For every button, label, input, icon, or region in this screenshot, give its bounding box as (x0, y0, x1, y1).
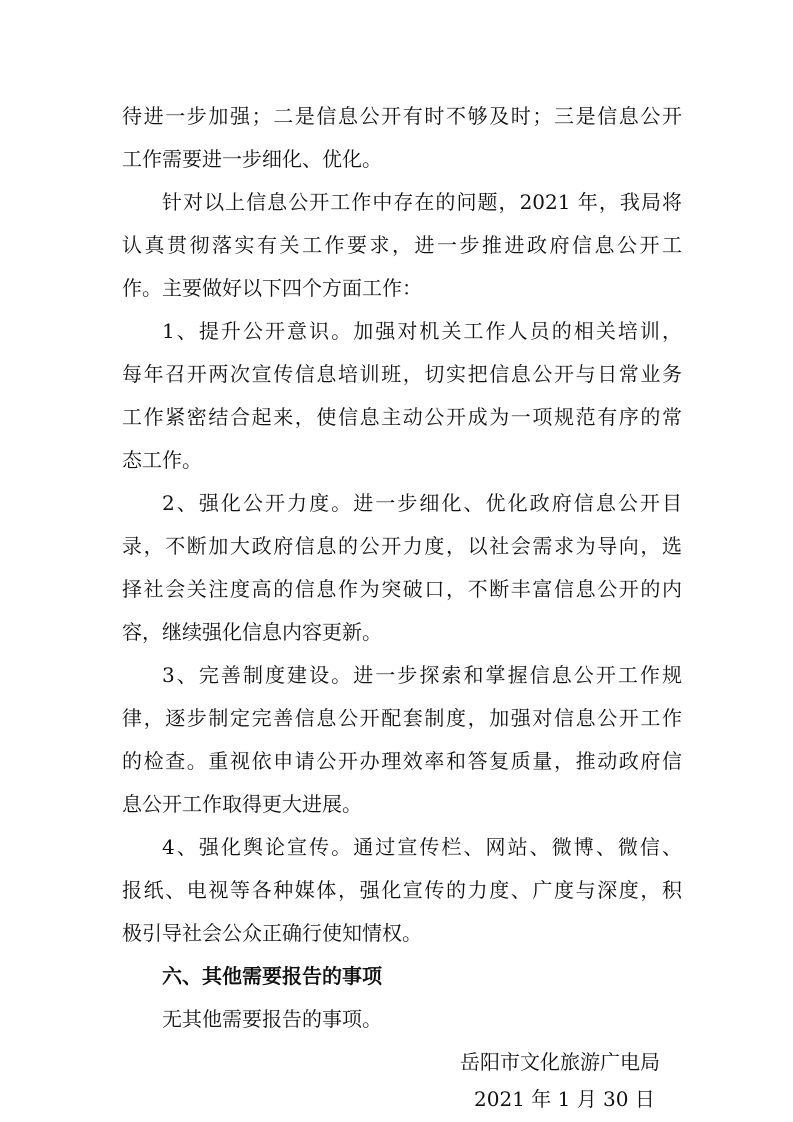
paragraph-line: 的检查。重视依申请公开办理效率和答复质量，推动政府信 (122, 749, 682, 773)
paragraph-line: 认真贯彻落实有关工作要求，进一步推进政府信息公开工 (122, 233, 682, 257)
paragraph-line: 2、强化公开力度。进一步细化、优化政府信息公开目 (162, 491, 682, 515)
section-body: 无其他需要报告的事项。 (162, 1007, 382, 1031)
signature-organization: 岳阳市文化旅游广电局 (460, 1050, 660, 1074)
paragraph-line: 3、完善制度建设。进一步探索和掌握信息公开工作规 (162, 663, 682, 687)
paragraph-line: 择社会关注度高的信息作为突破口，不断丰富信息公开的内 (122, 577, 682, 601)
paragraph-line: 录，不断加大政府信息的公开力度，以社会需求为导向，选 (122, 534, 682, 558)
paragraph-line: 4、强化舆论宣传。通过宣传栏、网站、微博、微信、 (162, 835, 682, 859)
paragraph-line: 律，逐步制定完善信息公开配套制度，加强对信息公开工作 (122, 706, 682, 730)
paragraph-line: 工作紧密结合起来，使信息主动公开成为一项规范有序的常 (122, 405, 682, 429)
paragraph-line: 极引导社会公众正确行使知情权。 (122, 921, 422, 945)
paragraph-line: 工作需要进一步细化、优化。 (122, 147, 382, 171)
paragraph-line: 容，继续强化信息内容更新。 (122, 620, 382, 644)
paragraph-line: 每年召开两次宣传信息培训班，切实把信息公开与日常业务 (122, 362, 682, 386)
paragraph-line: 1、提升公开意识。加强对机关工作人员的相关培训， (162, 319, 682, 343)
section-heading: 六、其他需要报告的事项 (162, 964, 382, 988)
paragraph-line: 态工作。 (122, 448, 202, 472)
paragraph-line: 作。主要做好以下四个方面工作： (122, 276, 422, 300)
signature-date: 2021 年 1 月 30 日 (474, 1087, 655, 1111)
paragraph-line: 报纸、电视等各种媒体，强化宣传的力度、广度与深度，积 (122, 878, 682, 902)
paragraph-line: 针对以上信息公开工作中存在的问题，2021 年，我局将 (162, 190, 682, 214)
paragraph-line: 息公开工作取得更大进展。 (122, 792, 362, 816)
paragraph-line: 待进一步加强；二是信息公开有时不够及时；三是信息公开 (122, 104, 682, 128)
